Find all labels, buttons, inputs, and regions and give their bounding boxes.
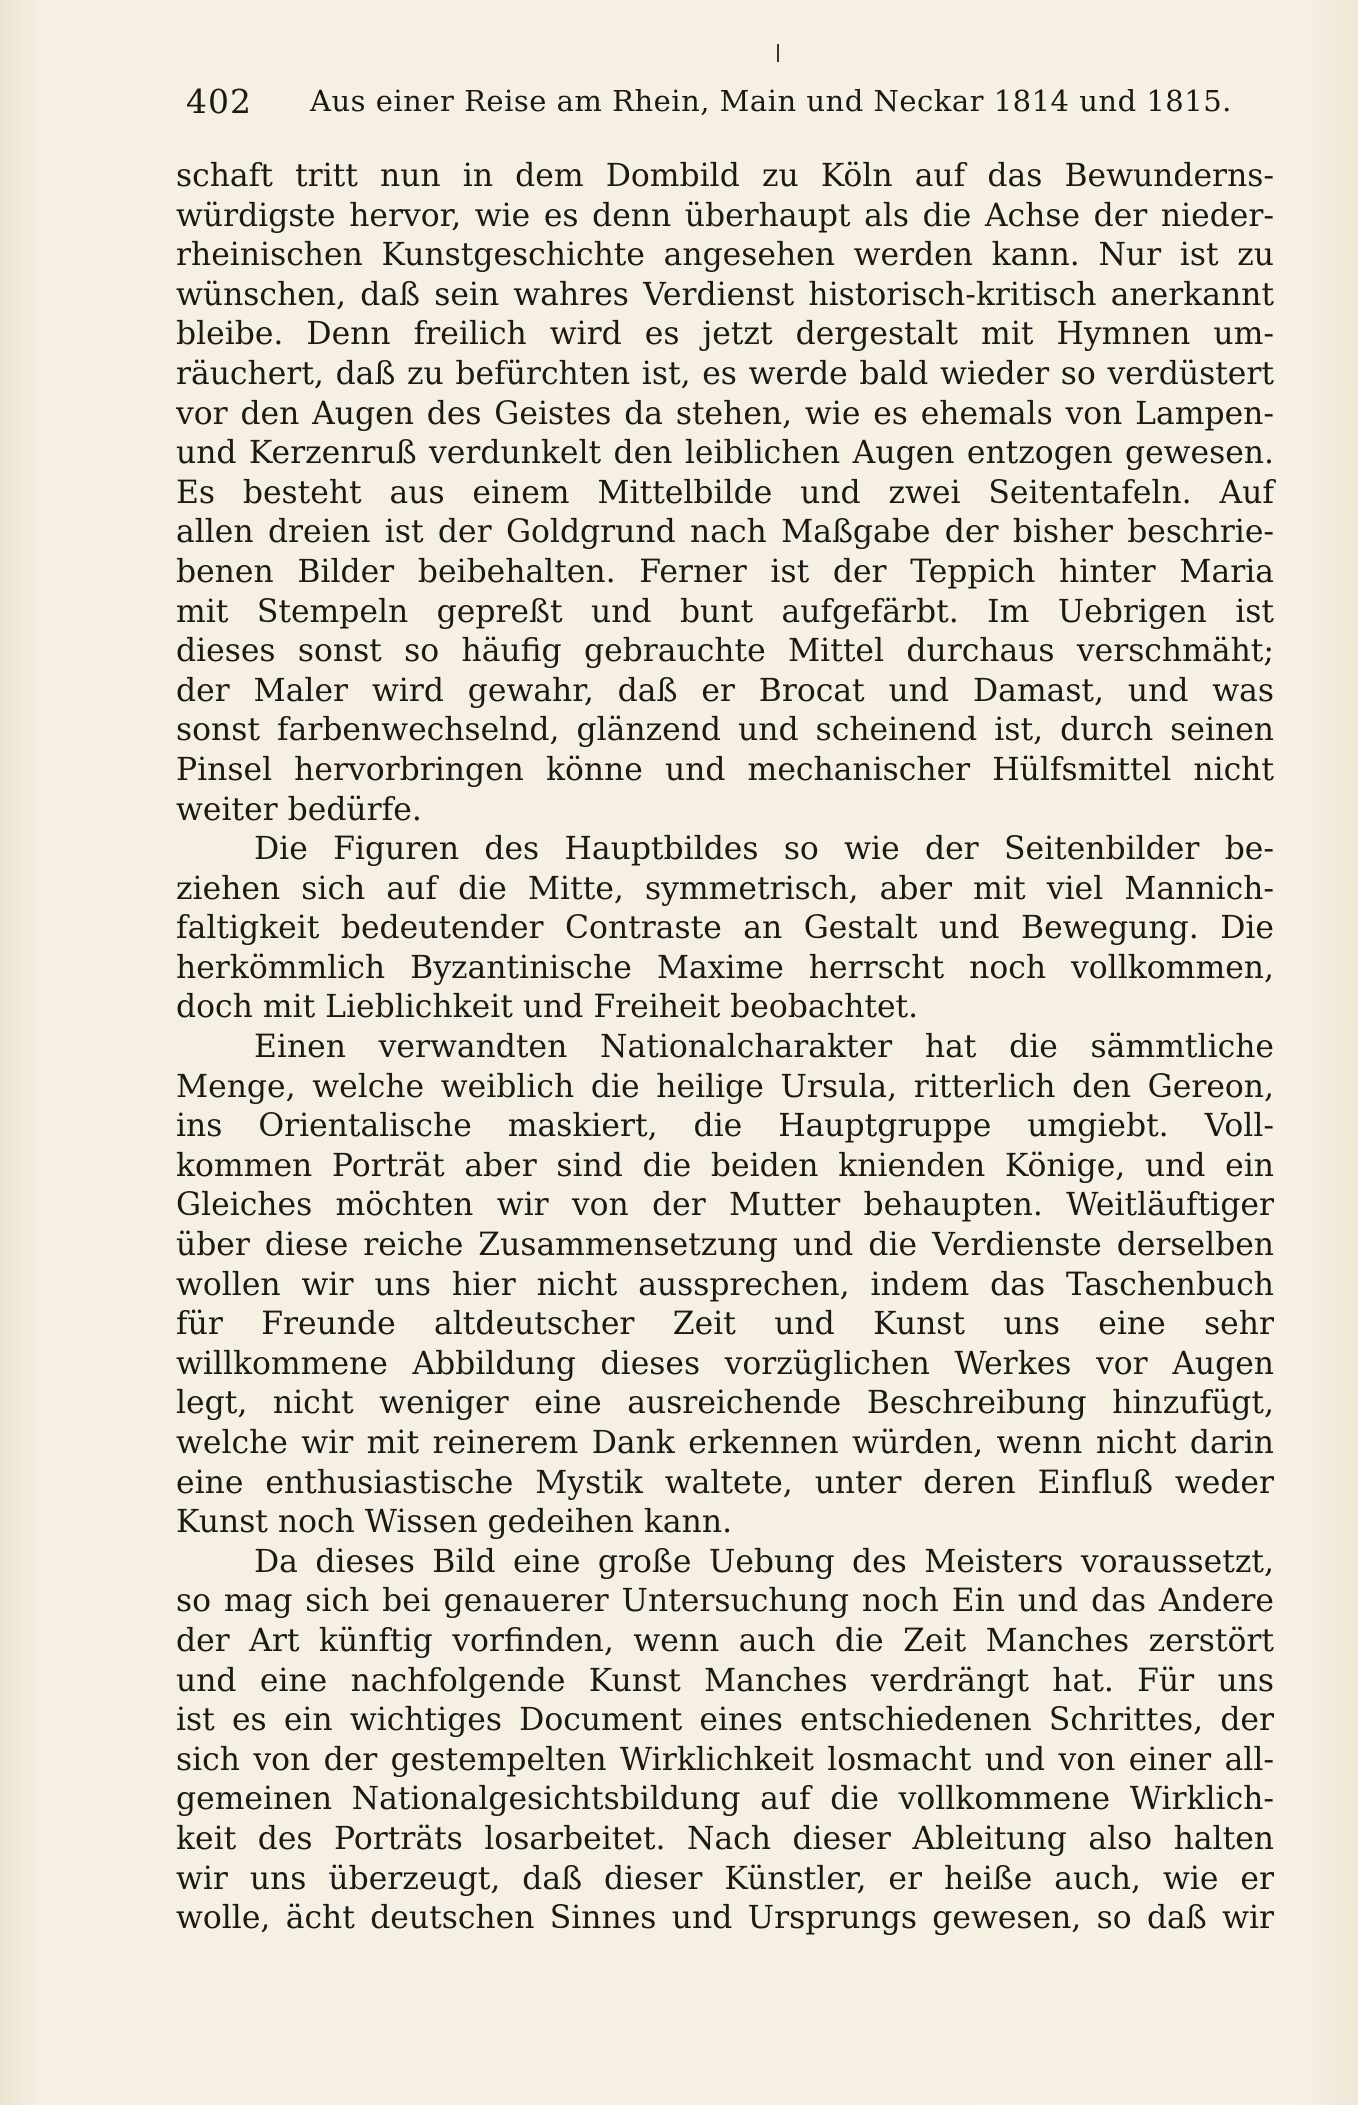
text-line: so mag sich bei genauerer Untersuchung noch Ein und das Andere [176,1583,1274,1620]
text-line: legt, nicht weniger eine ausreichende Beschreibung hinzufügt, [176,1385,1274,1422]
text-line: der Maler wird gewahr, daß er Brocat und Damast, und was [176,672,1274,709]
running-head: Aus einer Reise am Rhein, Main und Neckar 1814 und 1815. [310,84,1232,118]
text-line: schaft tritt nun in dem Dombild zu Köln auf das Bewunderns- [176,158,1274,194]
text-line: der Art künftig vorfinden, wenn auch die Zeit Manches zerstört [176,1622,1274,1659]
text-line: Gleiches möchten wir von der Mutter behaupten. Weitläuftiger [176,1187,1274,1224]
text-line: würdigste hervor, wie es denn überhaupt als die Achse der nieder- [176,197,1274,234]
text-line: ziehen sich auf die Mitte, symmetrisch, aber mit viel Mannich- [176,870,1274,907]
text-line: Menge, welche weiblich die heilige Ursula, ritterlich den Gereon, [176,1068,1274,1105]
text-line: kommen Porträt aber sind die beiden knienden Könige, und ein [176,1147,1274,1184]
text-line: Da dieses Bild eine große Uebung des Meisters voraussetzt, [254,1543,1274,1580]
text-line: willkommene Abbildung dieses vorzüglichen Werkes vor Augen [176,1345,1274,1382]
paragraph-2 [176,830,1274,1028]
text-line: bleibe. Denn freilich wird es jetzt dergestalt mit Hymnen um- [176,316,1274,353]
text-line: räuchert, daß zu befürchten ist, es werde bald wieder so verdüstert [176,355,1274,392]
text-line: rheinischen Kunstgeschichte angesehen werden kann. Nur ist zu [176,237,1274,274]
text-line: und Kerzenruß verdunkelt den leiblichen Augen entzogen gewesen. [176,435,1274,472]
text-line: über diese reiche Zusammensetzung und die Verdienste derselben [176,1227,1274,1264]
text-line: sich von der gestempelten Wirklichkeit losmacht und von einer all- [176,1741,1274,1778]
text-line: ins Orientalische maskiert, die Hauptgruppe umgiebt. Voll- [176,1108,1274,1145]
text-line: weiter bedürfe. [176,791,422,828]
text-line: sonst farbenwechselnd, glänzend und scheinend ist, durch seinen [176,712,1274,749]
text-line: wir uns überzeugt, daß dieser Künstler, er heiße auch, wie er [176,1860,1274,1897]
page-number: 402 [186,82,252,121]
text-line: dieses sonst so häufig gebrauchte Mittel durchaus verschmäht; [176,633,1274,670]
text-line: doch mit Lieblichkeit und Freiheit beobachtet. [176,989,919,1026]
text-line: für Freunde altdeutscher Zeit und Kunst uns eine sehr [176,1306,1274,1343]
text-line: Es besteht aus einem Mittelbilde und zwei Seitentafeln. Auf [176,474,1274,511]
text-line: Die Figuren des Hauptbildes so wie der Seitenbilder be- [254,831,1274,868]
text-line: Einen verwandten Nationalcharakter hat die sämmtliche [254,1029,1274,1066]
text-line: mit Stempeln gepreßt und bunt aufgefärbt. Im Uebrigen ist [176,593,1274,630]
text-line: wollen wir uns hier nicht aussprechen, indem das Taschenbuch [176,1266,1274,1303]
text-line: eine enthusiastische Mystik waltete, unter deren Einfluß weder [176,1464,1274,1501]
print-mark [777,44,779,62]
text-line: und eine nachfolgende Kunst Manches verdrängt hat. Für uns [176,1662,1274,1699]
text-line: gemeinen Nationalgesichtsbildung auf die vollkommene Wirklich- [176,1781,1274,1818]
paragraph-4 [176,1543,1274,1939]
text-line: wolle, ächt deutschen Sinnes und Ursprungs gewesen, so daß wir [176,1900,1274,1937]
paragraph-1 [176,157,1274,830]
text-line: benen Bilder beibehalten. Ferner ist der Teppich hinter Maria [176,553,1274,590]
text-line: ist es ein wichtiges Document eines entschiedenen Schrittes, der [176,1702,1274,1739]
text-line: wünschen, daß sein wahres Verdienst historisch-kritisch anerkannt [176,276,1274,313]
body-text [176,157,1274,1939]
text-line: Kunst noch Wissen gedeihen kann. [176,1504,733,1541]
page-header [186,82,1276,122]
text-line: welche wir mit reinerem Dank erkennen würden, wenn nicht darin [176,1425,1274,1461]
text-line: keit des Porträts losarbeitet. Nach dieser Ableitung also halten [176,1820,1274,1857]
text-line: herkömmlich Byzantinische Maxime herrscht noch vollkommen, [176,949,1274,986]
paragraph-3 [176,1028,1274,1543]
text-line: vor den Augen des Geistes da stehen, wie es ehemals von Lampen- [176,395,1274,432]
text-line: allen dreien ist der Goldgrund nach Maßgabe der bisher beschrie- [176,514,1274,551]
text-line: Pinsel hervorbringen könne und mechanischer Hülfsmittel nicht [176,751,1274,788]
text-line: faltigkeit bedeutender Contraste an Gestalt und Bewegung. Die [176,910,1274,947]
